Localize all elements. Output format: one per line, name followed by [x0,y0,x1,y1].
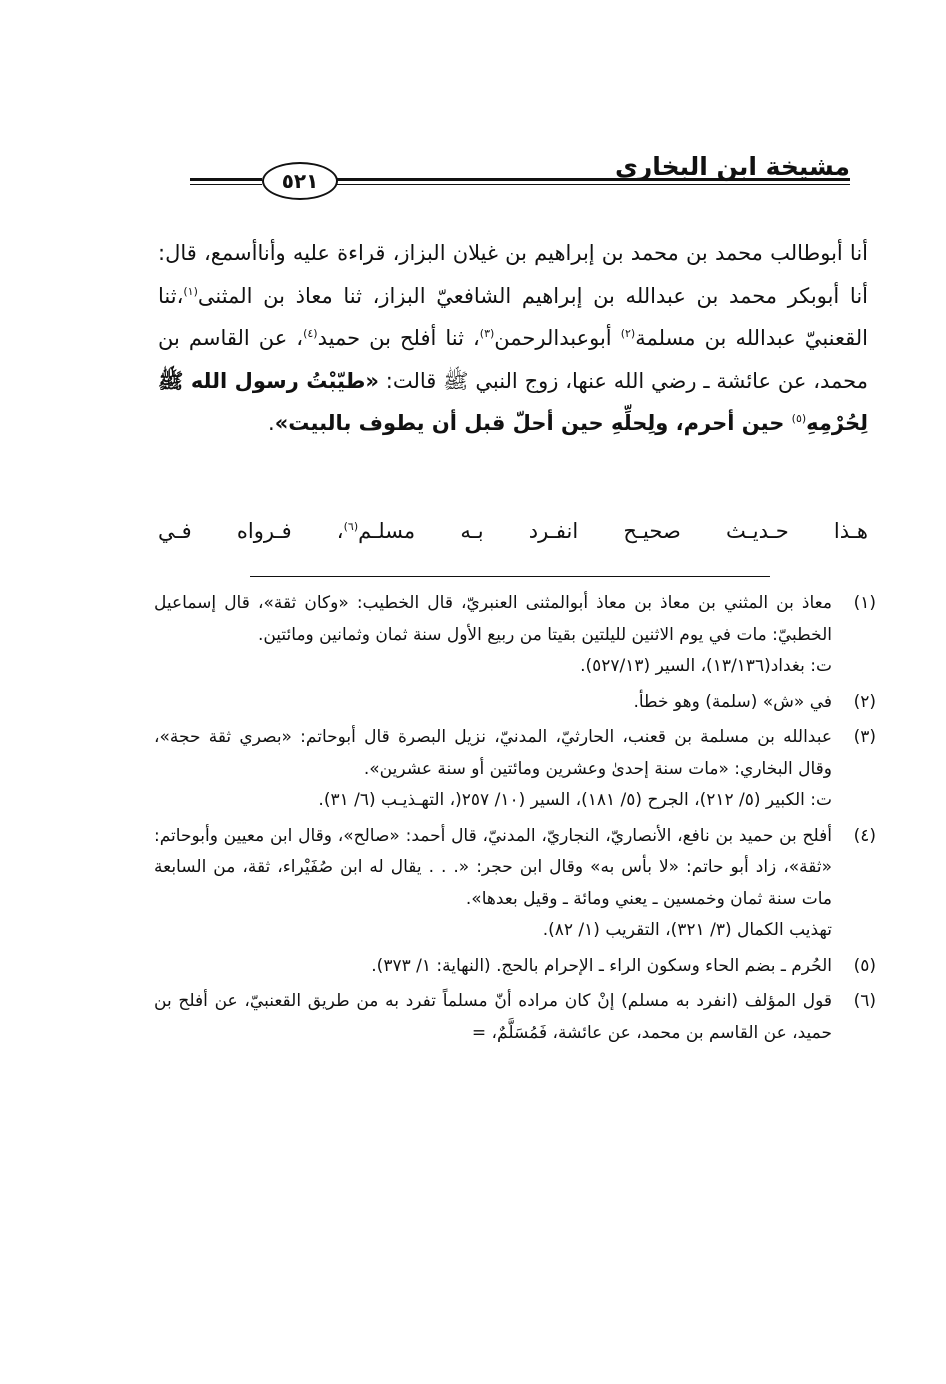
footnote-ref: ت: بغداد(١٣/١٣٦)، السير (٥٢٧/١٣). [580,656,832,676]
footnote-4 [154,821,876,947]
header-rule-left-thick [190,178,262,181]
footnote-5 [154,951,876,983]
footnote-text: معاذ بن المثني بن معاذ بن معاذ أبوالمثنى العنبريّ، قال الخطيب: «وكان ثقة»، قال إسماعيل الخطبيّ: مات في يوم الاثنين لليلتين بقيتا من ربيع الأول سنة ثمان وثمانين ومائتين. [154,593,832,645]
footnote-marker-4[interactable]: (٤) [303,327,318,340]
footnote-text: أفلح بن حميد بن نافع، الأنصاريّ، النجاريّ، المدنيّ، قال أحمد: «صالح»، وقال ابن معيين وأبوحاتم: «ثقة»، زاد أبو حاتم: «لا بأس به» وقال ابن حجر: «. . . يقال له ابن صُفَيْراء، ثقة، من السابعة مات سنة ثمان وخمسين ـ يعني ومائة ـ وقيل بعدها». [154,825,832,909]
footnote-number: (١) [853,593,876,613]
footnote-number: (٢) [853,691,876,712]
footnote-marker-5[interactable]: (٥) [791,412,807,425]
hadith-quote-cont: حين أحرم، ولِحلِّهِ حين أحلّ قبل أن يطوف بالبيت» [274,411,792,435]
header-rule-thick [336,178,850,181]
footnote-marker-3[interactable]: (٣) [479,327,495,340]
footnote-separator [250,576,770,577]
footnotes [154,588,876,1053]
hadith-quote: «طيّبْتُ رسول الله ﷺ لِحُرْمِهِ [158,368,868,435]
footnote-6 [154,986,876,1049]
header-rule-left-thin [190,184,262,185]
page-header [150,152,850,200]
footnote-2 [154,687,876,719]
footnote-text: في «ش» (سلمة) وهو خطأ. [633,691,832,712]
footnote-ref: تهذيب الكمال (٣/ ٣٢١)، التقريب (١/ ٨٢). [542,920,832,940]
text-run: أنا أبوطالب محمد بن محمد بن إبراهيم بن غيلان البزاز، قراءة عليه وأناأسمع، قال: أنا أبوبكر محمد بن عبدالله بن إبراهيم الشافعيّ البزاز، ثنا معاذ بن المثنى [158,241,868,308]
footnote-marker-2[interactable]: (٢) [620,327,636,340]
footnote-marker-6[interactable]: (٦) [343,520,359,533]
text-run: . [268,411,275,435]
footnote-number: (٦) [853,991,876,1011]
isnad-paragraph [158,232,868,445]
text-run: ، ثنا أفلح بن حميد [317,326,480,350]
hadith-comment-line [158,510,868,552]
footnote-marker-1[interactable]: (١) [183,284,198,298]
text-run: ، عن القاسم بن محمد، عن عائشة ـ رضي الله عنها، زوج النبي ﷺ قالت: [158,326,868,393]
text-run: هـذا حـديـث صحيـح انفـرد بـه مسلـم [358,519,868,543]
header-rule-thin [336,184,850,185]
footnote-text: قول المؤلف (انفرد به مسلم) إنْ كان مراده أنّ مسلماً تفرد به من طريق القعنبيّ، عن أفلح بن حميد، عن القاسم بن محمد، عن عائشة، فَمُسَلَّمٌ، = [154,991,832,1043]
text-run: ،ثنا القعنبيّ عبدالله بن مسلمة [158,283,868,350]
footnote-1 [154,588,876,683]
footnote-number: (٣) [853,727,876,747]
footnote-number: (٥) [853,955,876,976]
footnote-ref: ت: الكبير (٥/ ٢١٢)، الجرح (٥/ ١٨١)، السير (١٠/ ٢٥٧(، التهـذيـب (٦/ ٣١). [318,790,832,810]
footnote-text: عبدالله بن مسلمة بن قعنب، الحارثيّ، المدنيّ، نزيل البصرة قال أبوحاتم: «بصري ثقة حجة»، وقال البخاري: «مات سنة إحدىٰ وعشرين ومائتين أو سنة عشرين». [154,727,832,779]
text-run: ، فـرواه فـي [158,519,344,543]
page-number: ٥٢١ [262,162,338,200]
footnote-text: الحُرم ـ بضم الحاء وسكون الراء ـ الإحرام بالحج. (النهاية: ١/ ٣٧٣). [371,955,832,976]
text-run: أبوعبدالرحمن [494,326,621,350]
footnote-number: (٤) [853,825,876,846]
main-text [158,232,868,445]
book-title: مشيخة ابن البخاري [614,152,850,181]
footnote-3 [154,722,876,817]
